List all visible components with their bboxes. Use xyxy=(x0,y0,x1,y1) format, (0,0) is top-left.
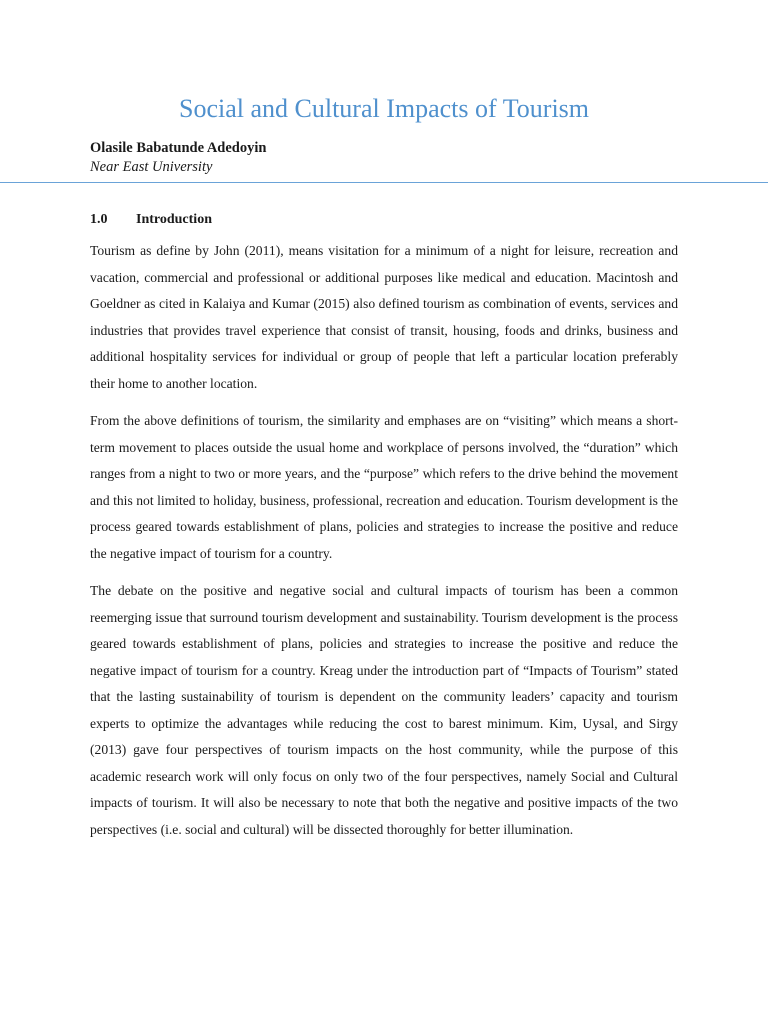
author-name: Olasile Babatunde Adedoyin xyxy=(90,140,267,156)
paragraph-2: From the above definitions of tourism, the similarity and emphases are on “visiting” which means a short-term movement to places outside the usual home and workplace of persons involved, the “duration” which ranges from a night to two or more years, and the “purpose” which refers to the drive behind the movement and this not limited to holiday, business, professional, recreation and education. Tourism development is the process geared towards establishment of plans, policies and strategies to increase the positive and reduce the negative impact of tourism for a country. xyxy=(90,413,678,561)
body-text xyxy=(90,238,678,854)
author-affiliation: Near East University xyxy=(90,159,213,175)
section-heading xyxy=(90,210,212,230)
section-number: 1.0 xyxy=(90,212,108,227)
document-title: Social and Cultural Impacts of Tourism xyxy=(178,94,590,123)
paragraph-1: Tourism as define by John (2011), means visitation for a minimum of a night for leisure, recreation and vacation, commercial and professional or additional purposes like medical and education. Macintosh and Goeldner as cited in Kalaiya and Kumar (2015) also defined tourism as combination of events, services and industries that provides travel experience that consist of transit, housing, foods and drinks, business and additional hospitality services for individual or group of people that left a particular location preferably their home to another location. xyxy=(90,243,678,391)
section-title: Introduction xyxy=(136,212,212,227)
header-divider xyxy=(0,182,768,183)
paragraph-3: The debate on the positive and negative social and cultural impacts of tourism has been a common reemerging issue that surround tourism development and sustainability. Tourism development is the process geared towards establishment of plans, policies and strategies to increase the positive and reduce the negative impact of tourism for a country. Kreag under the introduction part of “Impacts of Tourism” stated that the lasting sustainability of tourism is dependent on the community leaders’ capacity and tourism experts to optimize the advantages while reducing the cost to barest minimum. Kim, Uysal, and Sirgy (2013) gave four perspectives of tourism impacts on the host community, while the purpose of this academic research work will only focus on only two of the four perspectives, namely Social and Cultural impacts of tourism. It will also be necessary to note that both the negative and positive impacts of the two perspectives (i.e. social and cultural) will be dissected thoroughly for better illumination. xyxy=(90,583,678,837)
